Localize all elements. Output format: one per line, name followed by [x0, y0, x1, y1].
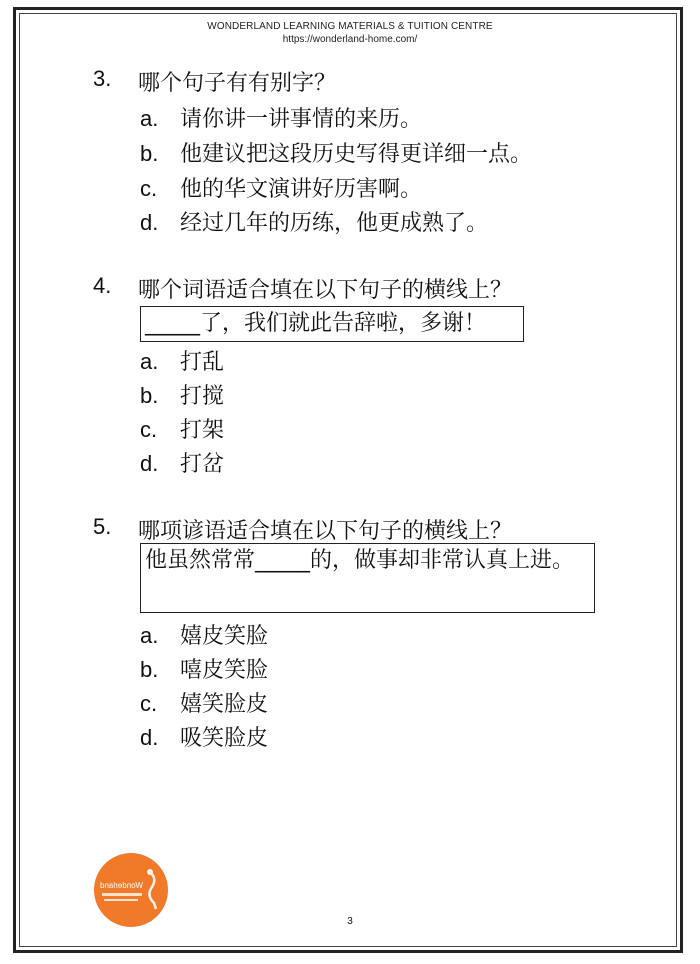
question-5-option-c [140, 687, 268, 718]
header-url[interactable]: https://wonderland-home.com/ [282, 34, 418, 45]
question-4-option-c [140, 413, 224, 444]
option-letter: b. [140, 383, 159, 408]
logo-tagline-mark [102, 893, 142, 896]
option-letter: c. [140, 417, 158, 442]
option-letter: d. [140, 210, 159, 235]
option-text: 吸笑脸皮 [180, 726, 269, 751]
question-4-option-d [140, 447, 224, 478]
header-title: WONDERLAND LEARNING MATERIALS & TUITION CENTRE [207, 21, 493, 32]
question-5-sentence-box: 他虽然常常_____的，做事却非常认真上进。 [140, 543, 595, 613]
question-5-option-d [140, 721, 268, 752]
question-3-option-b [140, 137, 532, 168]
option-letter: a. [140, 623, 159, 648]
option-text: 嘻皮笑脸 [180, 658, 269, 683]
option-letter: c. [140, 691, 158, 716]
option-letter: b. [140, 141, 159, 166]
page-number: 3 [347, 916, 353, 927]
option-text: 打架 [180, 418, 225, 443]
option-text: 打岔 [180, 452, 225, 477]
question-4-option-a [140, 345, 224, 376]
option-letter: c. [140, 176, 158, 201]
option-text: 经过几年的历练，他更成熟了。 [180, 211, 489, 236]
question-5-option-a [140, 619, 268, 650]
option-letter: a. [140, 106, 159, 131]
option-text: 他建议把这段历史写得更详细一点。 [180, 142, 533, 167]
option-letter: b. [140, 657, 159, 682]
option-text: 请你讲一讲事情的来历。 [180, 107, 423, 132]
option-text: 打搅 [180, 384, 225, 409]
question-3-option-c [140, 172, 422, 203]
option-letter: d. [140, 451, 159, 476]
question-4-text: 哪个词语适合填在以下句子的横线上？ [138, 278, 513, 303]
question-4-sentence-box: _____了，我们就此告辞啦，多谢！ [140, 306, 524, 342]
question-5-number: 5. [93, 514, 112, 539]
question-5-option-b [140, 653, 268, 684]
page-header [0, 20, 700, 46]
question-4-option-b [140, 379, 224, 410]
logo-tagline-mark [104, 899, 138, 901]
question-5-text: 哪项谚语适合填在以下句子的横线上？ [138, 519, 513, 544]
question-3-text: 哪个句子有有别字？ [138, 71, 337, 96]
logo-brand-text: Wonderland [100, 881, 143, 890]
question-3-option-a [140, 102, 422, 133]
option-text: 打乱 [180, 350, 225, 375]
question-4-number: 4. [93, 273, 112, 298]
question-3-option-d [140, 206, 488, 237]
option-text: 嬉皮笑脸 [180, 624, 269, 649]
question-3-number: 3. [93, 66, 112, 91]
option-letter: a. [140, 349, 159, 374]
option-text: 嬉笑脸皮 [180, 692, 269, 717]
wand-icon [142, 867, 164, 911]
option-letter: d. [140, 725, 159, 750]
option-text: 他的华文演讲好历害啊。 [180, 177, 423, 202]
